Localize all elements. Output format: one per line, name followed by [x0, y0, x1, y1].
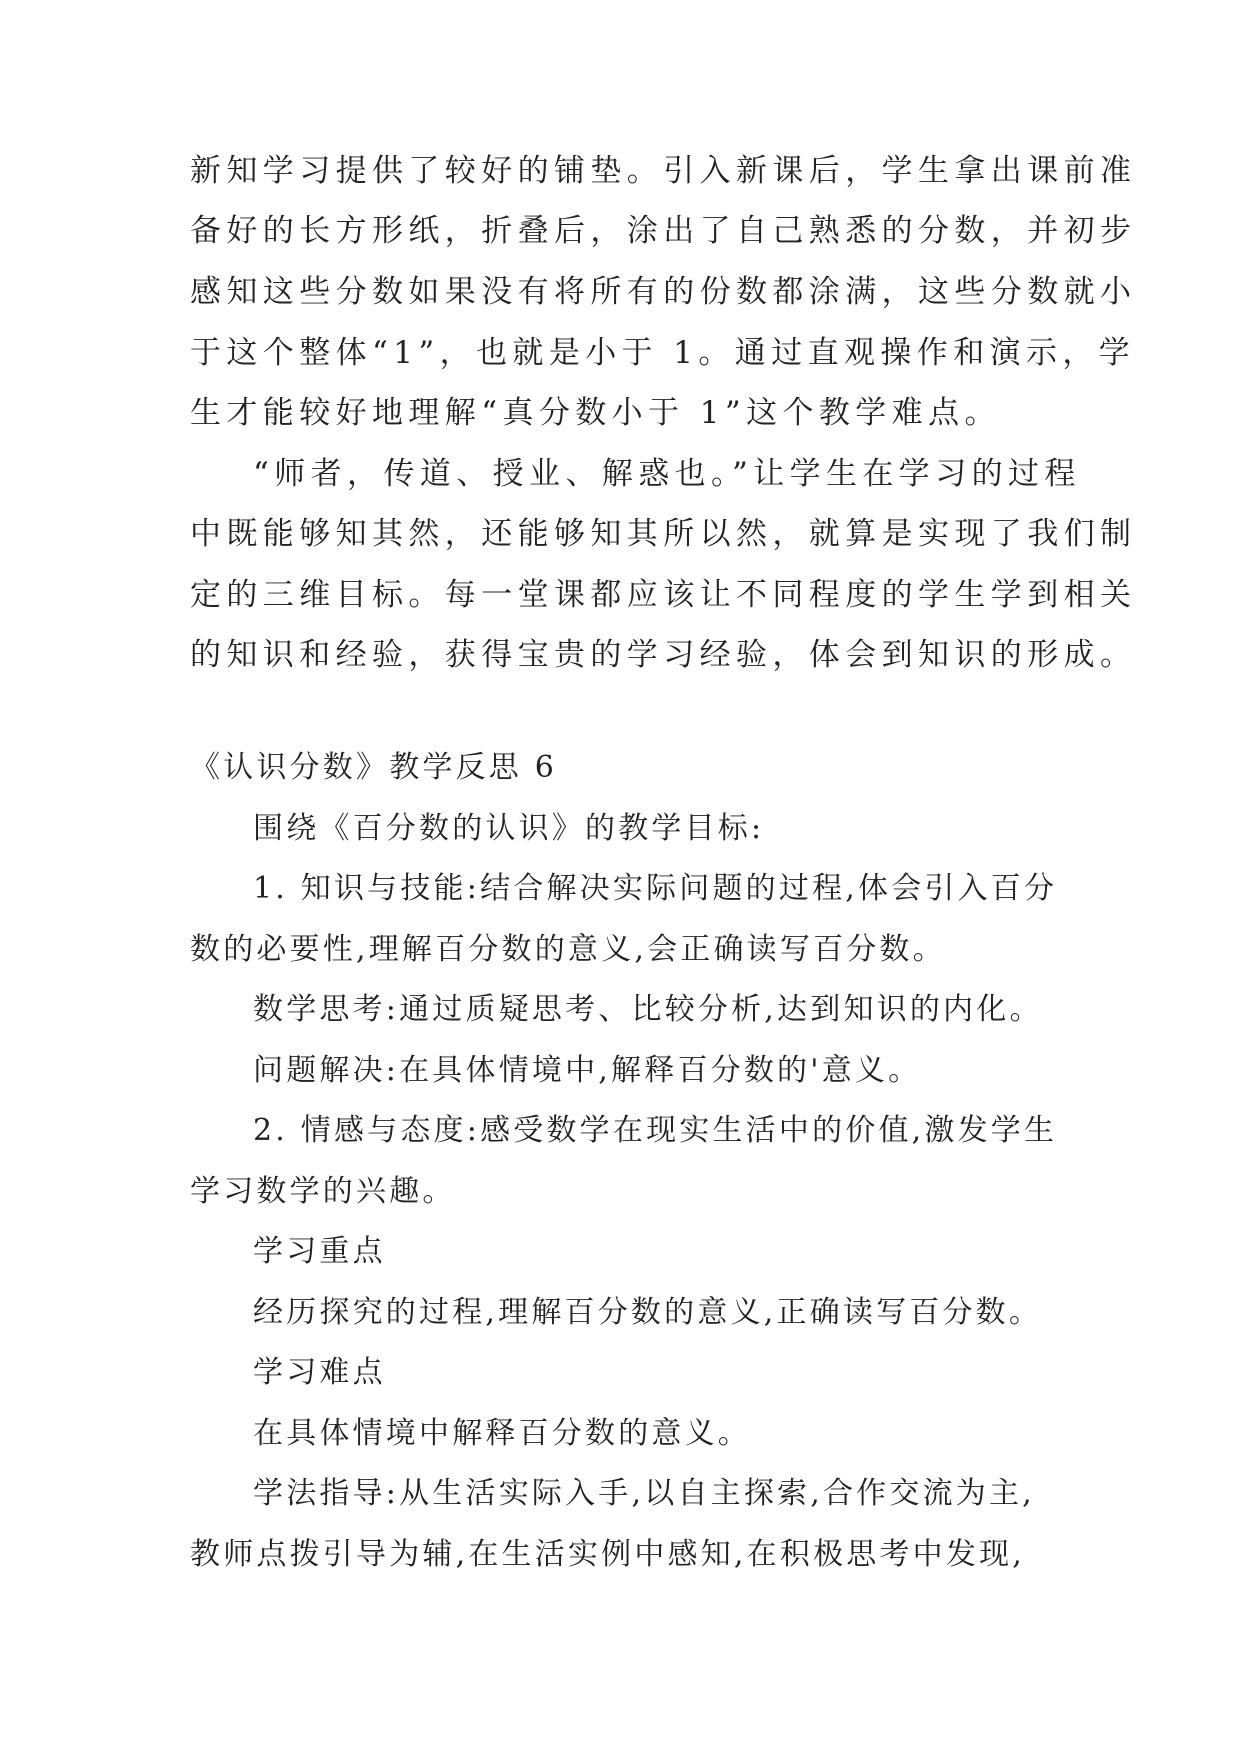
- paragraph-line: 数学思考:通过质疑思考、比较分析,达到知识的内化。: [253, 992, 1043, 1027]
- paragraph-line: 备好的长方形纸，折叠后，涂出了自己熟悉的分数，并初步: [190, 213, 1137, 249]
- paragraph-line: 学法指导:从生活实际入手,以自主探索,合作交流为主,: [253, 1476, 1035, 1511]
- paragraph-line: 感知这些分数如果没有将所有的份数都涂满，这些分数就小: [190, 274, 1137, 310]
- paragraph-line: 教师点拨引导为辅,在生活实例中感知,在积极思考中发现,: [190, 1537, 1026, 1572]
- paragraph-line: 问题解决:在具体情境中,解释百分数的'意义。: [253, 1053, 922, 1088]
- paragraph-line: 新知学习提供了较好的铺垫。引入新课后，学生拿出课前准: [190, 153, 1137, 189]
- paragraph-line: 生才能较好地理解“真分数小于 1”这个教学难点。: [190, 395, 1001, 431]
- subheading-key-points: 学习重点: [253, 1234, 386, 1269]
- subheading-difficulties: 学习难点: [253, 1355, 386, 1390]
- paragraph-line: 2. 情感与态度:感受数学在现实生活中的价值,激发学生: [253, 1113, 1058, 1148]
- paragraph-line: 经历探究的过程,理解百分数的意义,正确读写百分数。: [253, 1295, 1043, 1330]
- paragraph-line: “师者，传道、授业、解惑也。”让学生在学习的过程: [253, 456, 1081, 492]
- paragraph-line: 的知识和经验，获得宝贵的学习经验，体会到知识的形成。: [190, 637, 1137, 673]
- paragraph-line: 中既能够知其然，还能够知其所以然，就算是实现了我们制: [190, 516, 1137, 552]
- paragraph-line: 定的三维目标。每一堂课都应该让不同程度的学生学到相关: [190, 577, 1137, 613]
- paragraph-line: 1. 知识与技能:结合解决实际问题的过程,体会引入百分: [253, 871, 1058, 906]
- paragraph-line: 数的必要性,理解百分数的意义,会正确读写百分数。: [190, 932, 946, 967]
- paragraph-line: 学习数学的兴趣。: [190, 1174, 456, 1209]
- paragraph-line: 围绕《百分数的认识》的教学目标:: [253, 811, 765, 846]
- section-heading: 《认识分数》教学反思 6: [190, 750, 558, 785]
- paragraph-line: 在具体情境中解释百分数的意义。: [253, 1416, 751, 1451]
- paragraph-line: 于这个整体“1”，也就是小于 1。通过直观操作和演示，学: [190, 335, 1136, 371]
